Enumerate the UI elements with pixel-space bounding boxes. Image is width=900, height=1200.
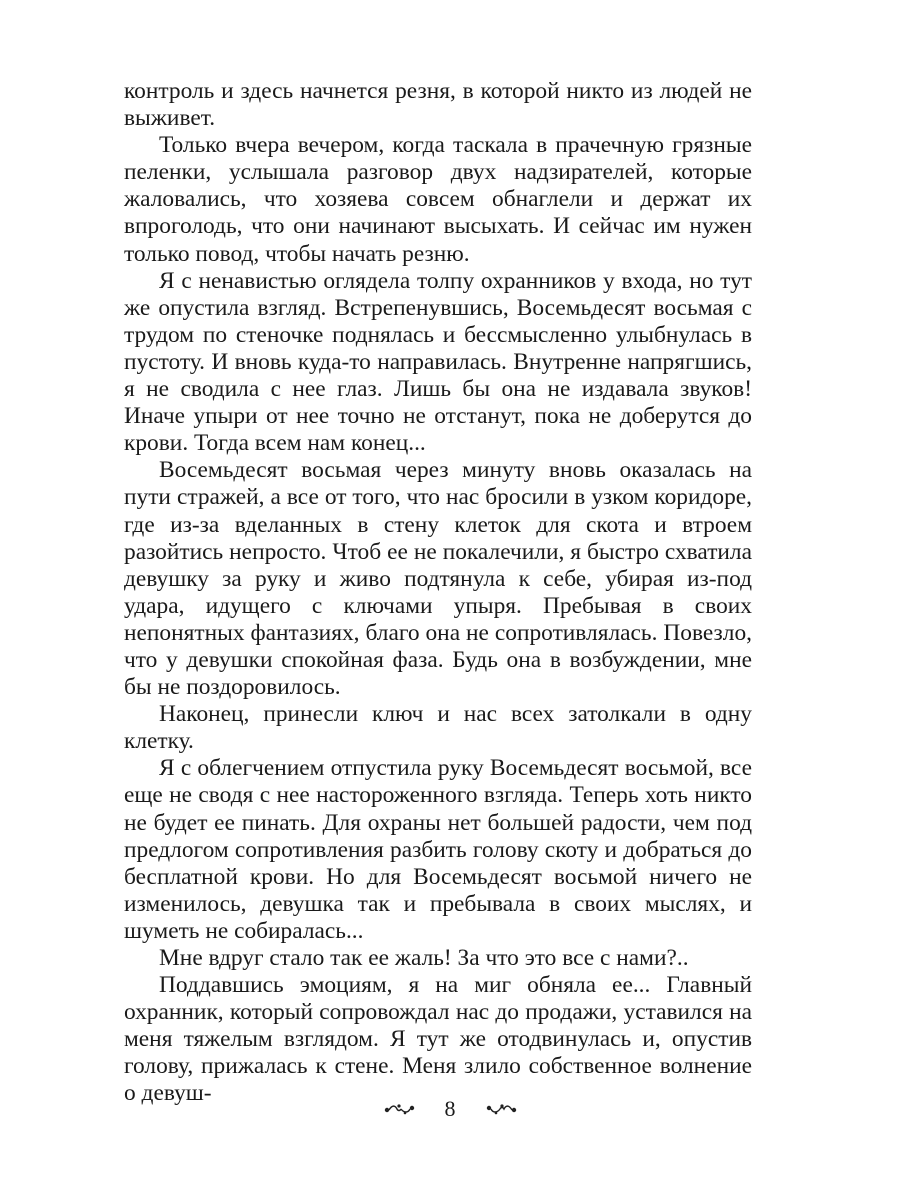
paragraph: Я с облегчением отпустила руку Восемьдесят восьмой, все еще не сводя с нее настороженного взгляда. Теперь хоть никто не будет ее пинать. Для охраны нет большей радости, чем под предлогом сопротивления разбить голову скоту и добраться до бесплатной крови. Но для Восемьдесят восьмой ничего не изменилось, девушка так и пребывала в своих мыслях, и шуметь не собиралась... — [124, 755, 752, 944]
paragraph: Только вчера вечером, когда таскала в прачечную грязные пеленки, услышала разговор двух надзирателей, которые жаловались, что хозяева совсем обнаглели и держат их впроголодь, что они начинают высыхать. И сейчас им нужен только повод, чтобы начать резню. — [124, 132, 752, 267]
floral-ornament-icon — [383, 1102, 415, 1116]
page-footer — [0, 1096, 900, 1122]
paragraph: Восемьдесят восьмая через минуту вновь оказалась на пути стражей, а все от того, что нас бросили в узком коридоре, где из-за вделанных в стену клеток для скота и втроем разойтись непросто. Чтоб ее не покалечили, я быстро схватила девушку за руку и живо подтянула к себе, убирая из-под удара, идущего с ключами упыря. Пребывая в своих непонятных фантазиях, благо она не сопротивлялась. Повезло, что у девушки спокойная фаза. Будь она в возбуждении, мне бы не поздоровилось. — [124, 457, 752, 701]
floral-ornament-icon — [486, 1102, 518, 1116]
paragraph: Мне вдруг стало так ее жаль! За что это все с нами?.. — [159, 945, 689, 971]
page-number: 8 — [444, 1096, 456, 1121]
paragraph: Поддавшись эмоциям, я на миг обняла ее... Главный охранник, который сопровождал нас до продажи, уставился на меня тяжелым взглядом. Я тут же отодвинулась и, опустив голову, прижалась к стене. Меня злило собственное волнение о девуш- — [124, 972, 752, 1107]
paragraph: Наконец, принесли ключ и нас всех затолкали в одну клетку. — [124, 701, 752, 755]
paragraph: Я с ненавистью оглядела толпу охранников у входа, но тут же опустила взгляд. Встрепенувшись, Восемьдесят восьмая с трудом по стеночке поднялась и бессмысленно улыбнулась в пустоту. И вновь куда-то направилась. Внутренне напрягшись, я не сводила с нее глаз. Лишь бы она не издавала звуков! Иначе упыри от нее точно не отстанут, пока не доберутся до крови. Тогда всем нам конец... — [124, 267, 752, 457]
page-body — [124, 78, 752, 1108]
paragraph-continuation: контроль и здесь начнется резня, в которой никто из людей не выживет. — [124, 78, 752, 132]
